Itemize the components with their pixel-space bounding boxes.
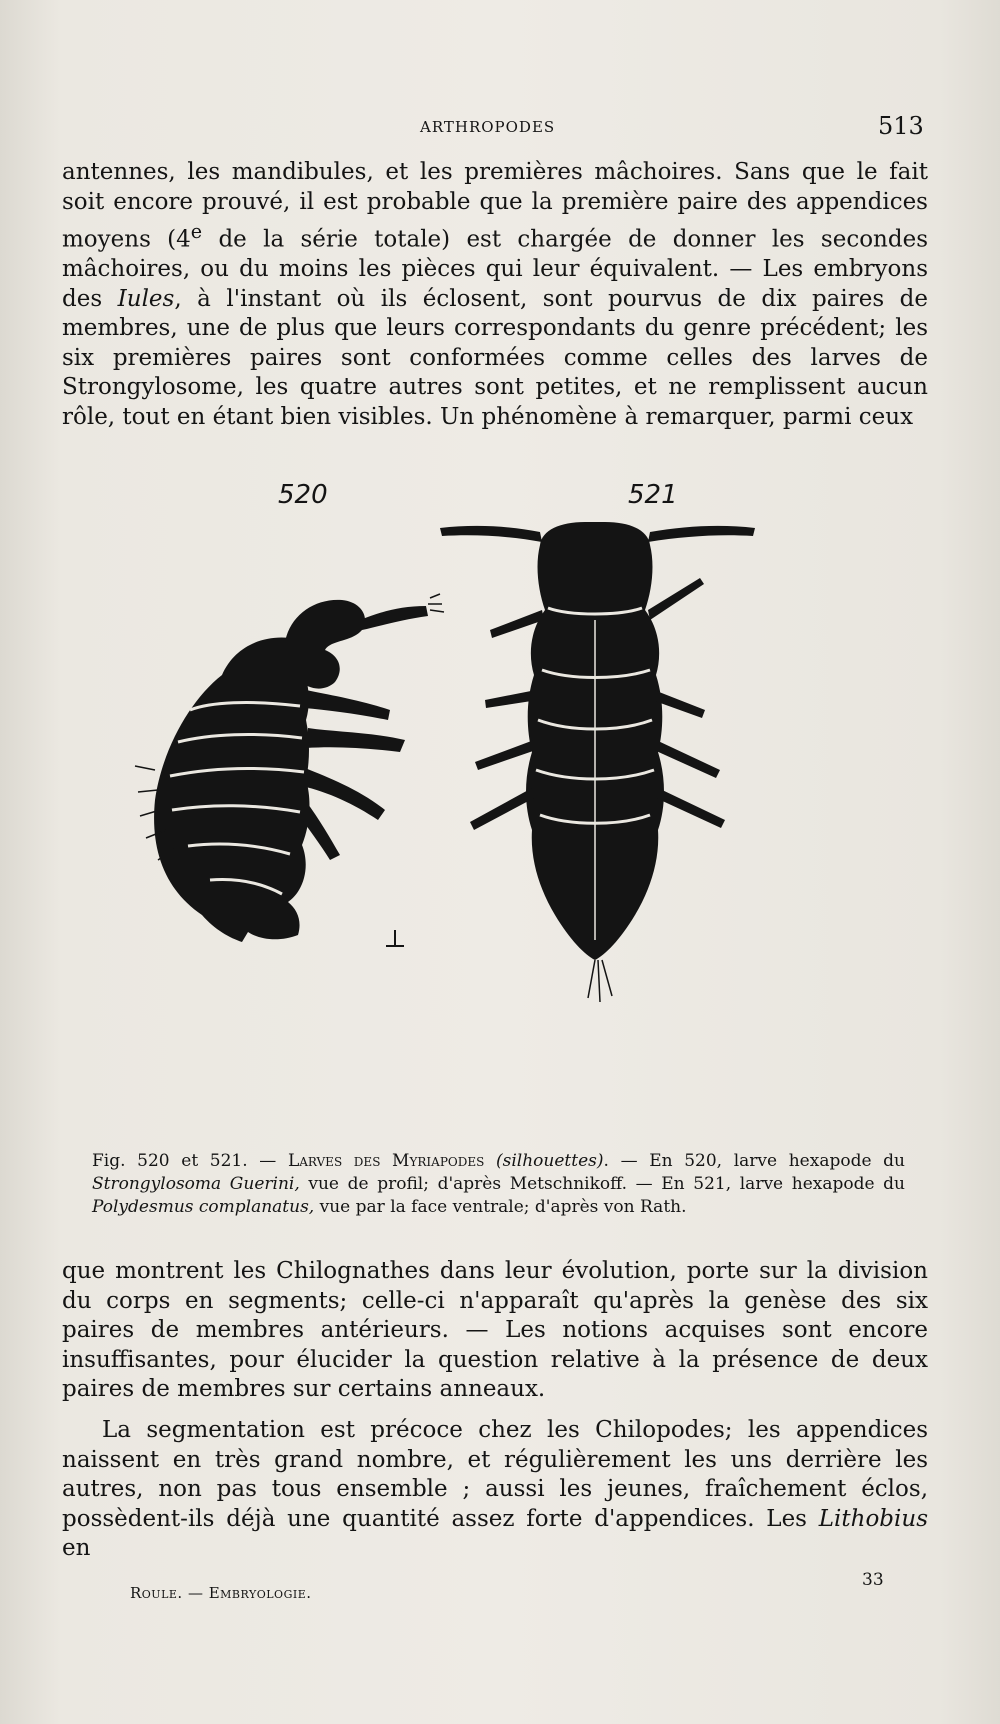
caption-text-1: . — En 520, larve hexapode du — [603, 1151, 905, 1171]
caption-silhouettes: (silhouettes) — [496, 1151, 604, 1171]
caption-prefix: Fig. 520 et 521. — — [92, 1151, 288, 1171]
larvae-silhouettes — [130, 470, 860, 1120]
paragraph-3-text-b: en — [62, 1535, 91, 1561]
caption-species-1: Strongylosoma Guerini, — [92, 1174, 300, 1194]
figure-520-521 — [130, 470, 860, 1120]
genus-iules: Iules — [117, 285, 175, 312]
paragraph-3 — [62, 1416, 928, 1564]
paragraph-1-text-b: de la série totale) est chargée de donner les secondes mâchoires, ou du moins les pièces qui leur équivalent. — Les embryons des — [62, 226, 928, 312]
caption-space — [484, 1151, 496, 1171]
signature-mark: 33 — [862, 1570, 884, 1590]
larva-520-silhouette — [135, 594, 444, 942]
caption-text-3: vue par la face ventrale; d'après von Rath. — [314, 1197, 687, 1217]
caption-text-2: vue de profil; d'après Metschnikoff. — En 521, larve hexapode du — [299, 1174, 906, 1194]
genus-lithobius: Lithobius — [818, 1505, 928, 1532]
caption-species-2: Polydesmus complanatus, — [92, 1197, 315, 1217]
paragraph-2: que montrent les Chilognathes dans leur évolution, porte sur la division du corps en segments; celle-ci n'apparaît qu'après la genèse des six paires de membres antérieurs. — Les notions acquises sont encore insuffisantes, pour élucider la question relative à la présence de deux paires de membres sur certains anneaux. — [62, 1258, 928, 1402]
figure-521-label: 521 — [628, 480, 678, 510]
larva-521-silhouette — [440, 522, 755, 1002]
page-number: 513 — [878, 112, 924, 140]
figure-caption — [92, 1150, 905, 1219]
running-title: ARTHROPODES — [420, 118, 556, 136]
footer-author-title: Roule. — Embryologie. — [130, 1584, 312, 1602]
paragraph-3-text-a: La segmentation est précoce chez les Chilopodes; les appendices naissent en très grand nombre, et régulièrement les uns derrière les autres, non pas tous ensemble ; aussi les jeunes, fraîchement éclos, possèdent-ils déjà une quantité assez forte d'appendices. Les — [62, 1417, 928, 1532]
page-footer — [0, 1570, 1000, 1610]
scale-mark — [386, 930, 404, 946]
figure-520-label: 520 — [278, 480, 328, 510]
running-head — [0, 112, 1000, 142]
ordinal-superscript: e — [190, 220, 203, 243]
paragraph-1-text-c: , à l'instant où ils éclosent, sont pourvus de dix paires de membres, une de plus que leurs correspondants du genre précédent; les six premières paires sont conformées comme celles des larves de Strongylosome, les quatre autres sont petites, et ne remplissent aucun rôle, tout en étant bien visibles. Un phénomène à remarquer, parmi ceux — [62, 285, 929, 430]
paragraph-1-text-a: antennes, les mandibules, et les premières mâchoires. Sans que le fait soit encore prouvé, il est probable que la première paire des appendices moyens (4 — [62, 159, 928, 253]
paragraph-1 — [62, 158, 928, 432]
caption-title: Larves des Myriapodes — [287, 1151, 485, 1171]
